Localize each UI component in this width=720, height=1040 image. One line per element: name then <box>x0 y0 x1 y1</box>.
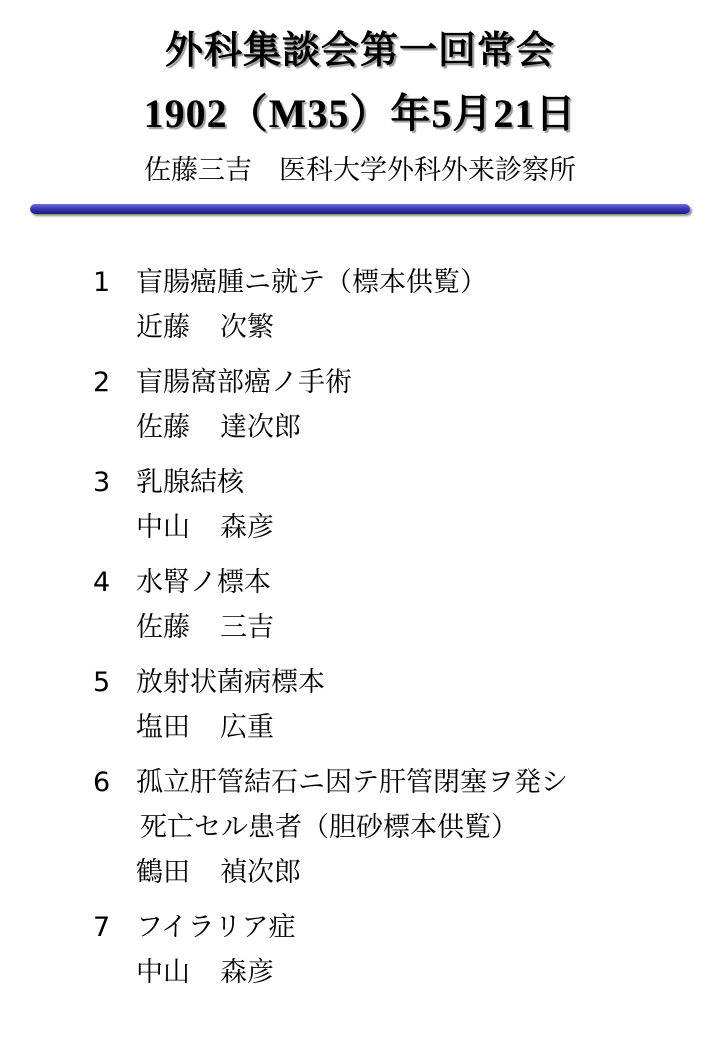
presentation-list <box>0 260 720 1005</box>
item-number: 3 <box>93 467 111 498</box>
presenter-family-name: 佐藤 <box>136 612 190 643</box>
meeting-date: 1902（M35）年5月21日 <box>143 91 577 136</box>
topic-line-continued <box>0 805 720 850</box>
list-item <box>0 360 720 450</box>
presenter-given-name: 三吉 <box>220 612 274 643</box>
topic-text: 盲腸窩部癌ノ手術 <box>136 367 352 398</box>
item-number: 4 <box>93 567 111 598</box>
list-item <box>0 760 720 895</box>
presenter-family-name: 鶴田 <box>136 857 190 888</box>
list-item <box>0 660 720 750</box>
topic-line <box>0 460 720 505</box>
presenter-given-name: 達次郎 <box>220 412 301 443</box>
presenter-given-name: 禎次郎 <box>220 857 301 888</box>
list-item <box>0 460 720 550</box>
presenter-line <box>0 305 720 350</box>
topic-line <box>0 260 720 305</box>
item-number: 2 <box>93 367 111 398</box>
host-and-venue: 佐藤三吉 医科大学外科外来診察所 <box>144 155 576 186</box>
topic-text: 水腎ノ標本 <box>136 567 271 598</box>
presenter-line <box>0 605 720 650</box>
topic-text: フイラリア症 <box>136 912 296 943</box>
topic-text: 盲腸癌腫ニ就テ（標本供覧） <box>136 267 487 298</box>
topic-line <box>0 905 720 950</box>
item-number: 5 <box>93 667 111 698</box>
topic-text: 放射状菌病標本 <box>136 667 325 698</box>
presenter-line <box>0 850 720 895</box>
item-number: 7 <box>93 912 111 943</box>
presenter-line <box>0 950 720 995</box>
list-item <box>0 560 720 650</box>
list-item <box>0 260 720 350</box>
topic-line <box>0 360 720 405</box>
presenter-family-name: 中山 <box>136 957 190 988</box>
topic-line <box>0 660 720 705</box>
presenter-given-name: 森彦 <box>220 512 274 543</box>
topic-text: 孤立肝管結石ニ因テ肝管閉塞ヲ発シ <box>136 767 568 798</box>
topic-text-continued: 死亡セル患者（胆砂標本供覧） <box>140 812 518 843</box>
page-title: 外科集談会第一回常会 <box>164 28 555 72</box>
presenter-family-name: 佐藤 <box>136 412 190 443</box>
presenter-family-name: 塩田 <box>136 712 190 743</box>
presenter-given-name: 森彦 <box>220 957 274 988</box>
list-item <box>0 905 720 995</box>
presenter-family-name: 中山 <box>136 512 190 543</box>
topic-text: 乳腺結核 <box>136 467 244 498</box>
topic-line <box>0 760 720 805</box>
presenter-line <box>0 705 720 750</box>
item-number: 6 <box>93 767 111 798</box>
presenter-given-name: 広重 <box>220 712 274 743</box>
divider-bar <box>30 204 690 214</box>
topic-line <box>0 560 720 605</box>
presenter-line <box>0 405 720 450</box>
presenter-family-name: 近藤 <box>136 312 190 343</box>
presenter-line <box>0 505 720 550</box>
presenter-given-name: 次繁 <box>220 312 274 343</box>
item-number: 1 <box>93 267 111 298</box>
